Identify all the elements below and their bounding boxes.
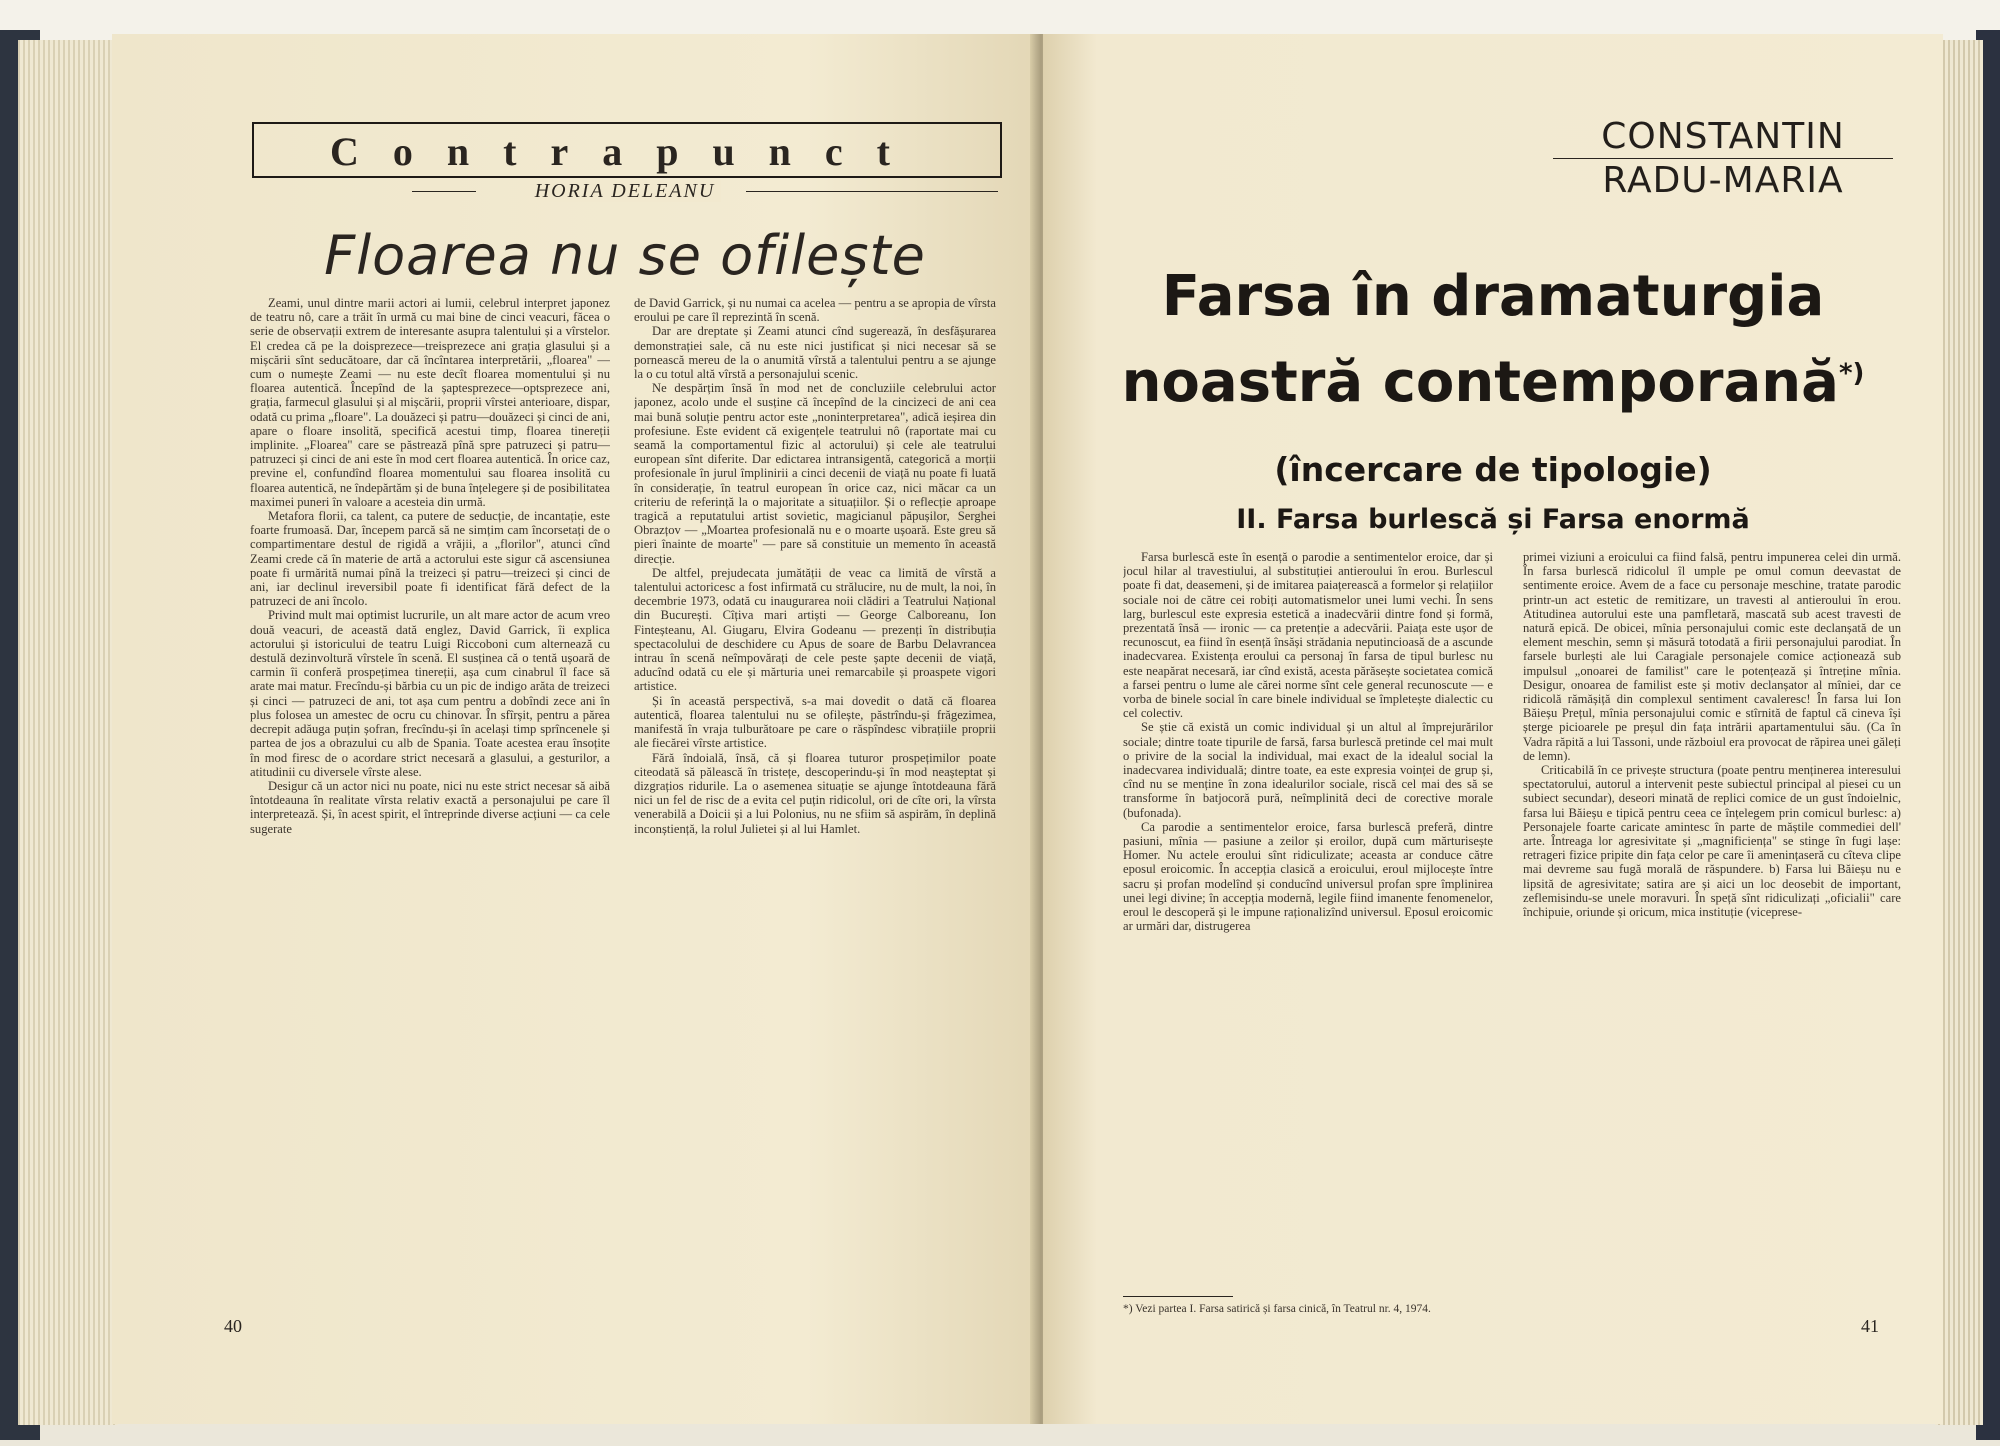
footnote-rule — [1123, 1296, 1233, 1297]
page-number-left: 40 — [224, 1316, 242, 1336]
author-rule-right — [746, 191, 998, 192]
masthead: Contrapunct — [329, 129, 925, 174]
author-rule — [1553, 158, 1893, 159]
article-title-line-2 — [1073, 350, 1913, 415]
paragraph: Desigur că un actor nici nu poate, nici nu este strict necesar să aibă întotdeauna în realitate vîrsta relativ exactă a personajului pe care îl interpretează. Și, în acest spirit, el întreprinde diverse acțiuni — ca cele sugerate — [250, 778, 610, 836]
author-last-name: RADU-MARIA — [1602, 160, 1844, 201]
paragraph: de David Garrick, și nu numai ca acelea — pentru a se apropia de vîrsta eroului pe care îl reprezintă în scenă. — [634, 296, 996, 325]
footnote-mark: *) — [1838, 358, 1865, 389]
footnote: *) Vezi partea I. Farsa satirică și farsa cinică, în Teatrul nr. 4, 1974. — [1123, 1303, 1431, 1315]
paragraph: De altfel, prejudecata jumătății de veac ca limită de vîrstă a talentului actoricesc a fost infirmată cu strălucire, nu de mult, la noi, în decembrie 1973, odată cu inaugurarea noii clădiri a Teatrului Național din București. Cîțiva mari artiști — George Calboreanu, Ion Finteșteanu, Al. Giugaru, Elvira Godeanu — prezenți în distribuția spectacolului de deschidere cu Apus de soare de Barbu Delavrancea intrau în scenă neîmpovărați de cele peste șapte decenii de viață, aducînd odată cu ele și mărturia unei remarcabile și proaspete vigori artistice. — [634, 565, 996, 694]
article-title-line-1: Farsa în dramaturgia — [1161, 264, 1825, 329]
paragraph: Se știe că există un comic individual și un altul al împrejurărilor sociale; dintre toate tipurile de farsă, farsa burlescă pretinde cel mai mult o privire de la social la individual, mai exact de la idealul social la inadecvarea individuală; dintre toate, ea este expresia voinței de grup și, cînd nu se menține în zona idealurilor sociale, riscă cel mai des să se transforme în batjocoră pură, neîmplinită deci de corective morale (bufonada). — [1123, 720, 1493, 820]
paragraph: Farsa burlescă este în esență o parodie a sentimentelor eroice, dar și jocul hilar al travestiului, al substituției antieroului în erou. Burlescul poate fi dat, deasemeni, și de imitarea paiațerească a formelor și relațiilor sociale noi de către cei robiți automatismelor unei lumi vechi. În sens larg, burlescul este expresia estetică a inadecvării dintre fond și formă, prezentată însă — ironic — ca pretenție a adecvării. Paiața este ușor de recunoscut, ea fiind în esență însăși strădania neputincioasă de a ascunde inadecvarea. Existența eroului ca personaj în farsa de tipul burlesc nu este neapărat necesară, iar cînd există, acesta părăsește societatea comică a farsei pentru o lume ale cărei norme sînt cele general recunoscute — e vorba de binele social în care binele individual se împletește dialectic cu cel colectiv. — [1123, 550, 1493, 721]
left-column-1 — [250, 296, 610, 1336]
paragraph: Fără îndoială, însă, că și floarea tuturor prospețimilor poate citeodată să pălească în tristețe, descoperindu-și în mod neașteptat și dizgrațios ridurile. La o asemenea situație se ajunge întotdeauna fără nici un fel de risc de a evita cel puțin ridicolul, ori de cîte ori, la vîrsta venerabilă a Doicii și a lui Polonius, nu ne sfiim să aspirăm, în deplină inconștiență, la rolul Julietei și al lui Hamlet. — [634, 750, 996, 836]
right-page — [1043, 34, 1943, 1424]
page-edges-left — [18, 40, 118, 1425]
page-number-right: 41 — [1861, 1316, 1879, 1336]
article-subtitle: (încercare de tipologie) — [1274, 450, 1712, 489]
left-column-2 — [634, 296, 996, 1336]
right-column-2 — [1523, 550, 1901, 1330]
article-title: Floarea nu se ofilește — [324, 224, 926, 287]
left-page — [112, 34, 1037, 1424]
author-rule-left — [412, 191, 476, 192]
paragraph: Metafora florii, ca talent, ca putere de seducție, de incantație, este foarte frumoasă. Dar, începem parcă să ne simțim cam încorsetați de o compartimentare destul de rigidă a vrăjii, a „florilor", atunci cînd Zeami crede că în materie de artă a actorului este sigur că ascensiunea poate fi urmărită numai pînă la treizeci și patru—treizeci și cinci de ani, iar declinul ireversibil poate fi identificat fără defect de la patruzeci de ani încolo. — [250, 509, 610, 609]
section-heading: II. Farsa burlescă și Farsa enormă — [1236, 504, 1750, 535]
paragraph: Criticabilă în ce privește structura (poate pentru menținerea interesului spectatorului, autorul a intervenit peste subiectul principal al piesei cu un subiect secundar), deseori minată de replici comice de un gust îndoielnic, farsa lui Băieșu e tipică pentru ceea ce înțelegem prin comicul burlesc: a) Personajele foarte caricate amintesc în parte de măștile commediei dell' arte. Întreaga lor agresivitate și „magnificiența" se stinge în fugi lașe: retrageri fizice pripite din fața celor pe care îi amenințaseră cu cîteva clipe mai devreme sau fugă morală de răspundere. b) Farsa lui Băieșu nu e lipsită de agresivitate; satira are și aici un loc deosebit de important, zeflemisindu-se unele moravuri. În speță sînt ridiculizați „oficialii" care închipuie, oriunde și oricum, mica instituție (viceprese- — [1523, 763, 1901, 920]
paragraph: Ne despărțim însă în mod net de concluziile celebrului actor japonez, acolo unde el susține că începînd de la cincizeci de ani cea mai bună soluție pentru actor este „noninterpretarea", adică ieșirea din profesiune. Este evident că exigențele teatrului nô (raportate mai cu seamă la comportamentul fizic al actorului) și cele ale teatrului european sînt diferite. Dar edictarea intransigentă, categorică a morții profesionale în jurul împlinirii a cinci decenii de viață nu poate fi luată în considerație, în teatrul european în orice caz, nici măcar ca un criteriu de referință la o majoritate a situațiilor. Și o reflecție aproape tragică a reputatului artist sovietic, magicianul păpușilor, Serghei Obrazțov — „Moartea profesională nu e o moarte ușoară. Este greu să pieri înainte de moarte" — pare să constituie un memento în această direcție. — [634, 381, 996, 566]
masthead-box — [252, 122, 1002, 178]
right-column-1 — [1123, 550, 1493, 1290]
paragraph: Ca parodie a sentimentelor eroice, farsa burlescă preferă, dintre pasiuni, mînia — pasiune a zeilor și eroilor, după cum mărturisește Homer. Nu actele eroului sînt ridiculizate; aceasta ar conduce către eposul eroicomic. În accepția clasică a eroicului, eroul mijlocește între sacru și profan modelînd și conducînd universul profan spre împlinirea unei legi divine; în accepția modernă, legile fiind imanente fenomenelor, eroul le descoperă și le impune raționalizînd universul. Eposul eroicomic ar urmări dar, distrugerea — [1123, 819, 1493, 934]
author-first-name: CONSTANTIN — [1601, 116, 1845, 157]
paragraph: Dar are dreptate și Zeami atunci cînd sugerează, în desfășurarea demonstrației sale, că nu este nici justificat și nici necesar să se pornească mereu de la o anumită vîrstă a talentului pentru a se ajunge la o cu totul altă vîrstă a personajului scenic. — [634, 324, 996, 382]
paragraph: primei viziuni a eroicului ca fiind falsă, pentru impunerea celei din urmă. În farsa burlescă ridicolul îl umple pe omul comun deevastat de sentimente eroice. Avem de a face cu personaje meschine, tratate parodic printr-un act estetic de remitizare, un travesti al antieroului în erou. Atitudinea autorului este una pamfletară, mascată sub acest travesti de natură epică. De obicei, mînia personajului comic este declanșată de un element meschin, semn și măsură totodată a firii personajului parodiat. În farsele burlești ale lui Caragiale personajele comice acționează sub impulsul „onoarei de familist" care le potențează și întreține mînia. Desigur, onoarea de familist este și motiv declanșator al mîniei, dar ce ridicolă rămășiță din complexul sentiment cavaleresc! În farsa lui Ion Băieșu Prețul, mînia personajului comic e stîrnită de faptul că cineva își șterge picioarele pe preșul din fața intrării apartamentului său. (Ca în Vadra răpită a lui Tassoni, unde războiul era provocat de răpirea unei găleți de lemn). — [1523, 550, 1901, 763]
title-text: noastră contemporană — [1121, 350, 1839, 415]
paragraph: Și în această perspectivă, s-a mai dovedit o dată că floarea autentică, floarea talentului nu se ofilește, păstrîndu-și frăgezimea, manifestă în vraja tulburătoare pe care o răspîndesc vibrațiile proprii ale fiecărei vîrste artistice. — [634, 693, 996, 751]
paragraph: Privind mult mai optimist lucrurile, un alt mare actor de acum vreo două veacuri, de această dată englez, David Garrick, îi explica actorului și istoricului de teatru Luigi Riccoboni cum alternează cu destulă dezinvoltură vîrstele în scenă. El susținea că o tentă ușoară de carmin îi conferă prospețimea tinereții, așa cum cinabrul îl face să arate mai matur. Frecîndu-și bărbia cu un pic de indigo arăta de treizeci și cinci — patruzeci de ani, tot așa cum pentru a dobîndi zece ani în plus folosea un amestec de ocru cu chinovar. În sfîrșit, pentru a părea decrepit adăuga puțin șofran, frecîndu-și în același timp sprîncenele și partea de jos a obrazului cu alb de Spania. Toate acestea erau însoțite în mod firesc de o acordare strict necesară a glasului, a gesturilor, a atitudinii cu diversele vîrste alese. — [250, 608, 610, 779]
author-name: HORIA DELEANU — [529, 180, 722, 202]
paragraph: Zeami, unul dintre marii actori ai lumii, celebrul interpret japonez de teatru nô, care a trăit în urmă cu mai bine de cinci veacuri, făcea o serie de observații extrem de interesante asupra talentului și a vîrstelor. El credea că pe la doisprezece—treisprezece ani grația glasului și a mișcării sînt seducătoare, dar că încîntarea interpretării, „floarea" — cum o numește Zeami — nu este decît floarea momentului și nu floarea autentică. Începînd de la șaptesprezece—optsprezece ani, grația, farmecul glasului și al mișcării, proprii vîrstei anterioare, dispar, odată cu prima „floare". La douăzeci și patru—douăzeci și cinci de ani, apare o floare insolită, specifică acestui timp, floarea tinereții implinite. „Floarea" care se păstrează pînă spre patruzeci și patru—patruzeci și cinci de ani este în mod cert floarea autentică. În orice caz, previne el, confundînd floarea momentului sau floarea insolită cu floarea autentică, ne îndepărtăm și de buna înțelegere și de posibilitatea maximei puneri în valoare a acesteia din urmă. — [250, 296, 610, 509]
